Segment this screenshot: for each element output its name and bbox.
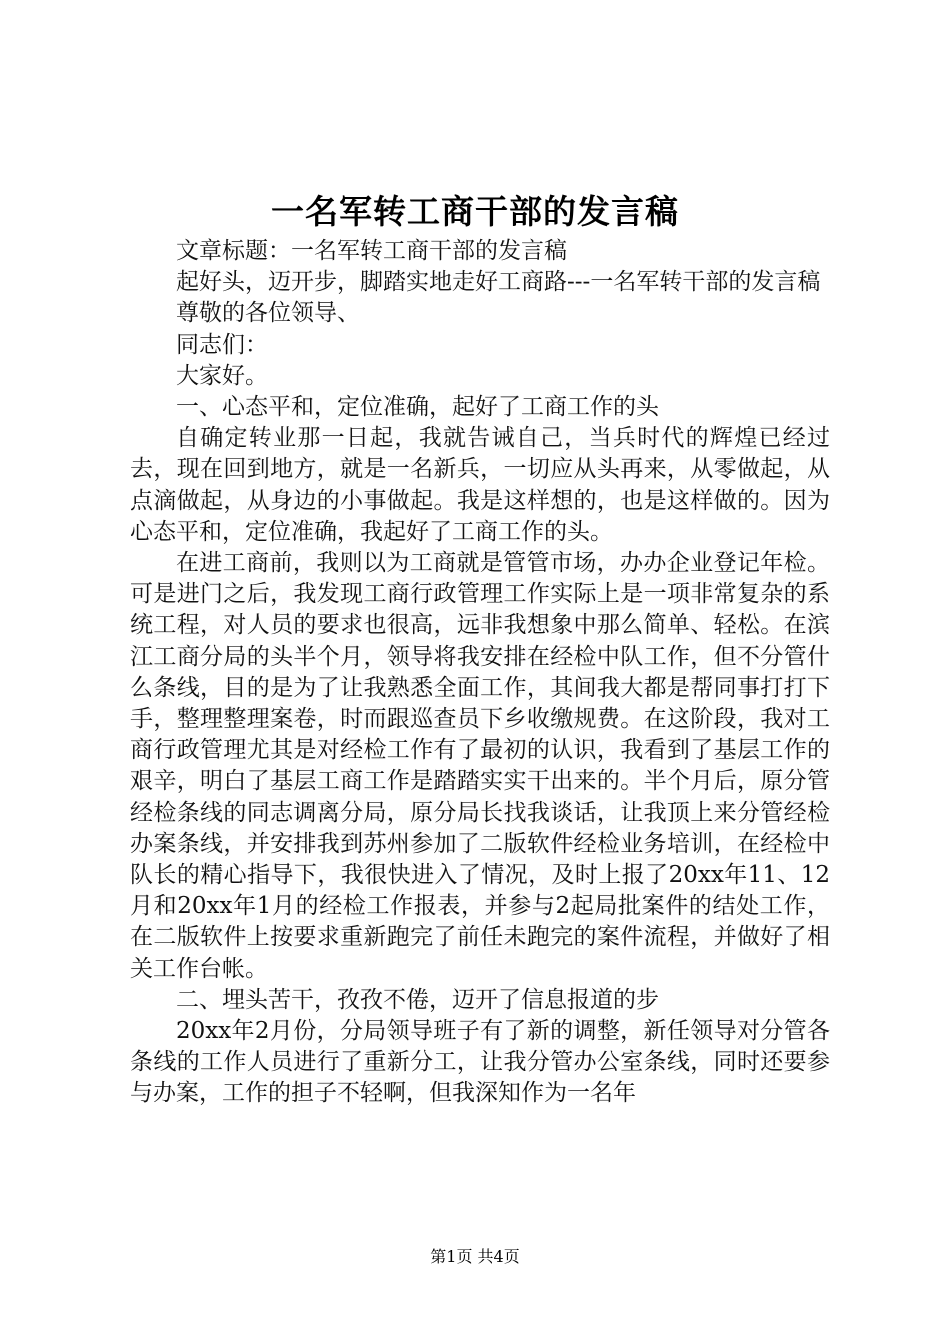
paragraph: 在进工商前，我则以为工商就是管管市场，办办企业登记年检。可是进门之后，我发现工商行政管理工作实际上是一项非常复杂的系统工程，对人员的要求也很高，远非我想象中那么简单、轻松。在滨江工商分局的头半个月，领导将我安排在经检中队工作，但不分管什么条线，目的是为了让我熟悉全面工作，其间我大都是帮同事打打下手，整理整理案卷，时而跟巡查员下乡收缴规费。在这阶段，我对工商行政管理尤其是对经检工作有了最初的认识，我看到了基层工作的艰辛，明白了基层工商工作是踏踏实实干出来的。半个月后，原分管经检条线的同志调离分局，原分局长找我谈话，让我顶上来分管经检办案条线，并安排我到苏州参加了二版软件经检业务培训，在经检中队长的精心指导下，我很快进入了情况，及时上报了20xx年11、12月和20xx年1月的经检工作报表，并参与2起局批案件的结处工作，在二版软件上按要求重新跑完了前任未跑完的案件流程，并做好了相关工作台帐。 bbox=[130, 550, 830, 982]
paragraph-greeting: 大家好。 bbox=[176, 362, 268, 389]
document-body bbox=[130, 236, 830, 1110]
section-heading-1: 一、心态平和，定位准确，起好了工商工作的头 bbox=[176, 394, 659, 421]
paragraph-subtitle: 起好头，迈开步，脚踏实地走好工商路---一名军转干部的发言稿 bbox=[176, 269, 821, 296]
paragraph-salutation-2: 同志们： bbox=[176, 331, 268, 358]
section-heading-2: 二、埋头苦干，孜孜不倦，迈开了信息报道的步 bbox=[176, 986, 659, 1013]
paragraph-article-title: 文章标题：一名军转工商干部的发言稿 bbox=[176, 238, 567, 264]
page-footer: 第1页 共4页 bbox=[430, 1247, 520, 1266]
paragraph-salutation-1: 尊敬的各位领导、 bbox=[176, 300, 360, 327]
paragraph: 20xx年2月份，分局领导班子有了新的调整，新任领导对分管各条线的工作人员进行了重新分工，让我分管办公室条线，同时还要参与办案，工作的担子不轻啊，但我深知作为一名年 bbox=[130, 1018, 830, 1107]
document-title: 一名军转工商干部的发言稿 bbox=[271, 192, 679, 231]
paragraph: 自确定转业那一日起，我就告诫自己，当兵时代的辉煌已经过去，现在回到地方，就是一名新兵，一切应从头再来，从零做起，从点滴做起，从身边的小事做起。我是这样想的，也是这样做的。因为心态平和，定位准确，我起好了工商工作的头。 bbox=[130, 425, 830, 545]
